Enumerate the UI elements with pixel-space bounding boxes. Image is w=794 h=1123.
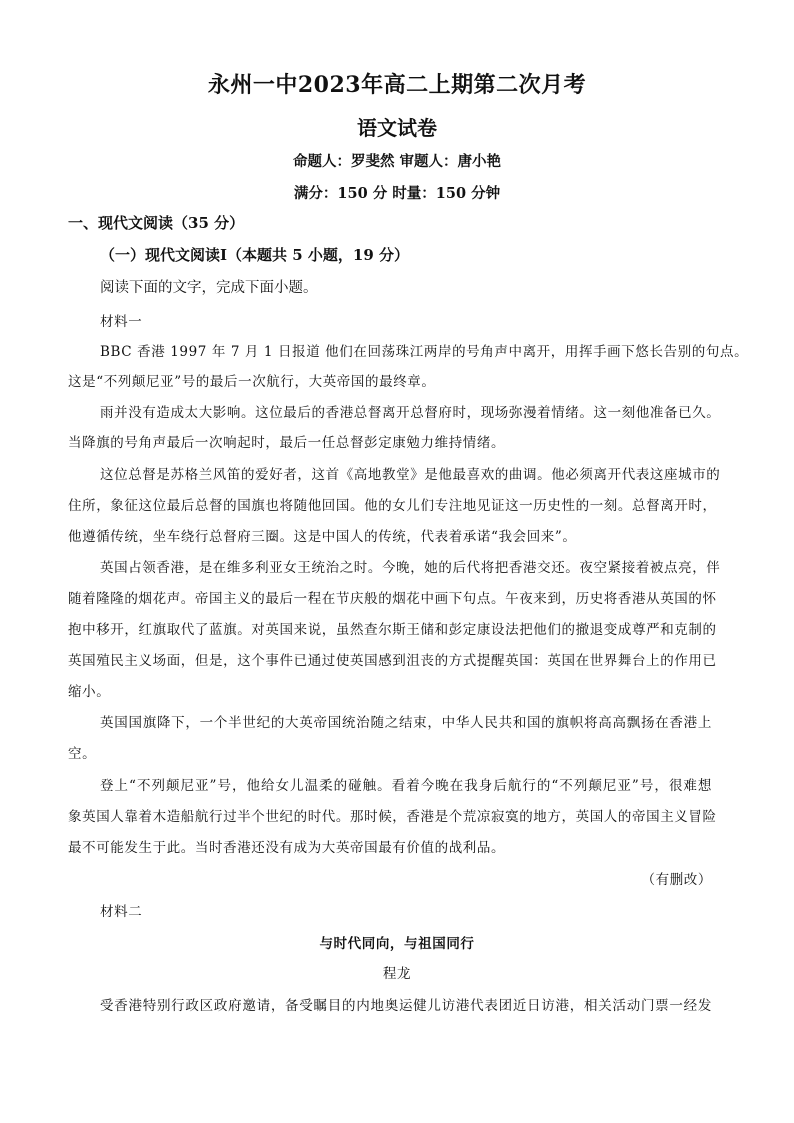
paragraph-line: 英国殖民主义场面，但是，这个事件已通过使英国感到沮丧的方式提醒英国：英国在世界舞台上的作用已 (68, 653, 717, 669)
exam-subject: 语文试卷 (357, 116, 437, 140)
paragraph-line: 住所，象征这位最后总督的国旗也将随他回国。他的女儿们专注地见证这一历史性的一刻。总督离开时， (68, 498, 717, 514)
paragraph-line: 随着隆隆的烟花声。帝国主义的最后一程在节庆般的烟花中画下句点。午夜来到，历史将香港从英国的怀 (68, 591, 717, 607)
paragraph-line: 这位总督是苏格兰风笛的爱好者，这首《高地教堂》是他最喜欢的曲调。他必须离开代表这座城市的 (100, 467, 721, 483)
paragraph-line: 登上“不列颠尼亚”号，他给女儿温柔的碰触。看着今晚在我身后航行的“不列颠尼亚”号，很难想 (100, 778, 712, 794)
section-heading: 一、现代文阅读（35 分） (68, 214, 245, 232)
material-two-label: 材料二 (100, 904, 143, 920)
paragraph-line: 雨并没有造成太大影响。这位最后的香港总督离开总督府时，现场弥漫着情绪。这一刻他准备已久。 (100, 405, 721, 421)
article-author: 程龙 (382, 966, 412, 982)
paragraph-line: BBC 香港 1997 年 7 月 1 日报道 他们在回荡珠江两岸的号角声中离开，用挥手画下悠长告别的句点。 (100, 344, 749, 360)
paragraph-line: 他遵循传统，坐车绕行总督府三圈。这是中国人的传统，代表着承诺“我会回来”。 (68, 529, 577, 545)
reading-instruction: 阅读下面的文字，完成下面小题。 (100, 280, 318, 296)
paragraph-line: 象英国人靠着木造船航行过半个世纪的时代。那时候，香港是个荒凉寂寞的地方，英国人的帝国主义冒险 (68, 809, 717, 825)
paragraph-line: 抱中移开，红旗取代了蓝旗。对英国来说，虽然查尔斯王储和彭定康设法把他们的撤退变成尊严和克制的 (68, 622, 717, 638)
paragraph-line: 受香港特别行政区政府邀请，备受瞩目的内地奥运健儿访港代表团近日访港，相关活动门票一经发 (100, 998, 712, 1014)
paragraph-line: 缩小。 (68, 684, 111, 700)
section-subheading: （一）现代文阅读Ⅰ（本题共 5 小题，19 分） (100, 246, 409, 264)
material-one-label: 材料一 (100, 314, 143, 330)
exam-score-time: 满分：150 分 时量：150 分钟 (293, 185, 501, 202)
exam-title: 永州一中2023年高二上期第二次月考 (207, 72, 587, 98)
paragraph-line: 英国国旗降下，一个半世纪的大英帝国统治随之结束，中华人民共和国的旗帜将高高飘扬在香港上 (100, 715, 712, 731)
paragraph-line: 英国占领香港，是在维多利亚女王统治之时。今晚，她的后代将把香港交还。夜空紧接着被点亮，伴 (100, 560, 721, 576)
exam-authors: 命题人：罗斐然 审题人：唐小艳 (292, 153, 502, 170)
paragraph-line: 空。 (68, 746, 97, 762)
paragraph-line: 最不可能发生于此。当时香港还没有成为大英帝国最有价值的战利品。 (68, 840, 506, 856)
article-title: 与时代同向，与祖国同行 (319, 936, 475, 952)
edit-note: （有删改） (641, 872, 712, 888)
paragraph-line: 当降旗的号角声最后一次响起时，最后一任总督彭定康勉力维持情绪。 (68, 435, 506, 451)
paragraph-line: 这是“不列颠尼亚”号的最后一次航行，大英帝国的最终章。 (68, 374, 436, 390)
